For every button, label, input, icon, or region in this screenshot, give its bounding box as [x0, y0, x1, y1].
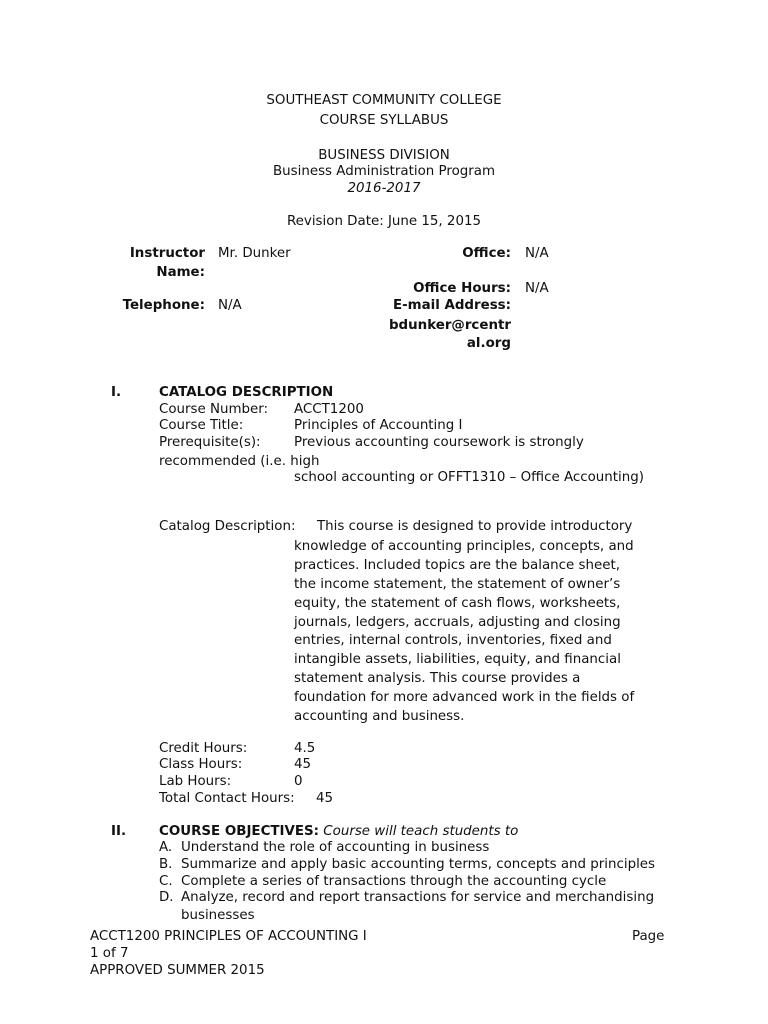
section2-heading: [159, 823, 518, 840]
telephone-label: Telephone:: [122, 298, 205, 313]
catalog-description-line: accounting and business.: [294, 709, 465, 724]
instructor-value: Mr. Dunker: [218, 246, 291, 261]
catalog-description-line: journals, ledgers, accruals, adjusting and closing: [294, 615, 621, 630]
course-title-value: Principles of Accounting I: [294, 418, 463, 433]
lab-hours-value: 0: [294, 774, 303, 789]
class-hours-label: Class Hours:: [159, 757, 243, 772]
telephone-value: N/A: [218, 298, 242, 313]
lab-hours-label: Lab Hours:: [159, 774, 232, 789]
catalog-description-line: This course is designed to provide introductory: [317, 519, 633, 534]
credit-hours-value: 4.5: [294, 741, 316, 756]
academic-years: 2016-2017: [347, 181, 421, 196]
objective-letter: D.: [159, 890, 174, 905]
catalog-description-line: intangible assets, liabilities, equity, and financial: [294, 652, 621, 667]
objective-letter: B.: [159, 857, 173, 872]
course-number-value: ACCT1200: [294, 402, 364, 417]
objective-text: Analyze, record and report transactions for service and merchandising: [181, 890, 655, 905]
section1-title: CATALOG DESCRIPTION: [159, 385, 334, 400]
objective-text: Complete a series of transactions through the accounting cycle: [181, 874, 607, 889]
course-number-label: Course Number:: [159, 402, 269, 417]
college-name: SOUTHEAST COMMUNITY COLLEGE: [266, 93, 502, 108]
objective-text: Understand the role of accounting in business: [181, 840, 490, 855]
instructor-label-line2: Name:: [156, 265, 205, 280]
section1-number: I.: [111, 385, 122, 400]
class-hours-value: 45: [294, 757, 312, 772]
footer-page-word: Page: [632, 929, 665, 944]
objective-letter: A.: [159, 840, 173, 855]
objective-letter: C.: [159, 874, 173, 889]
program-name: Business Administration Program: [272, 164, 496, 179]
email-label: E-mail Address:: [392, 298, 511, 313]
total-contact-hours-label: Total Contact Hours:: [159, 791, 295, 806]
division-name: BUSINESS DIVISION: [318, 148, 450, 163]
office-hours-label: Office Hours:: [413, 281, 511, 296]
catalog-description-line: entries, internal controls, inventories, fixed and: [294, 633, 612, 648]
objective-text: Summarize and apply basic accounting terms, concepts and principles: [181, 857, 656, 872]
document-type: COURSE SYLLABUS: [319, 113, 449, 128]
office-value: N/A: [525, 246, 549, 261]
section2-subtitle: Course will teach students to: [323, 824, 519, 839]
instructor-label-line1: Instructor: [129, 246, 205, 261]
footer-page-count: 1 of 7: [90, 946, 129, 961]
course-title-label: Course Title:: [159, 418, 244, 433]
office-hours-value: N/A: [525, 281, 549, 296]
section2-number: II.: [111, 824, 127, 839]
catalog-description-line: knowledge of accounting principles, concepts, and: [294, 539, 634, 554]
catalog-description-line: practices. Included topics are the balance sheet,: [294, 558, 620, 573]
prerequisite-line3: school accounting or OFFT1310 – Office Accounting): [294, 470, 644, 485]
revision-date: Revision Date: June 15, 2015: [286, 214, 482, 229]
catalog-description-label: Catalog Description:: [159, 519, 296, 534]
section2-title: COURSE OBJECTIVES:: [159, 824, 320, 839]
objective-text-continued: businesses: [181, 908, 255, 923]
footer-course: ACCT1200 PRINCIPLES OF ACCOUNTING I: [90, 929, 367, 944]
total-contact-hours-value: 45: [316, 791, 334, 806]
email-value-line2: al.org: [466, 336, 511, 351]
catalog-description-line: statement analysis. This course provides a: [294, 671, 581, 686]
footer-approved: APPROVED SUMMER 2015: [90, 963, 265, 978]
prerequisite-line2: recommended (i.e. high: [159, 454, 320, 469]
catalog-description-line: equity, the statement of cash flows, worksheets,: [294, 596, 621, 611]
catalog-description-line: foundation for more advanced work in the fields of: [294, 690, 635, 705]
prerequisite-label: Prerequisite(s):: [159, 435, 261, 450]
credit-hours-label: Credit Hours:: [159, 741, 248, 756]
catalog-description-line: the income statement, the statement of owner’s: [294, 577, 621, 592]
office-label: Office:: [462, 246, 511, 261]
email-value-line1: bdunker@rcentr: [388, 318, 511, 333]
prerequisite-line1: Previous accounting coursework is strongly: [294, 435, 584, 450]
